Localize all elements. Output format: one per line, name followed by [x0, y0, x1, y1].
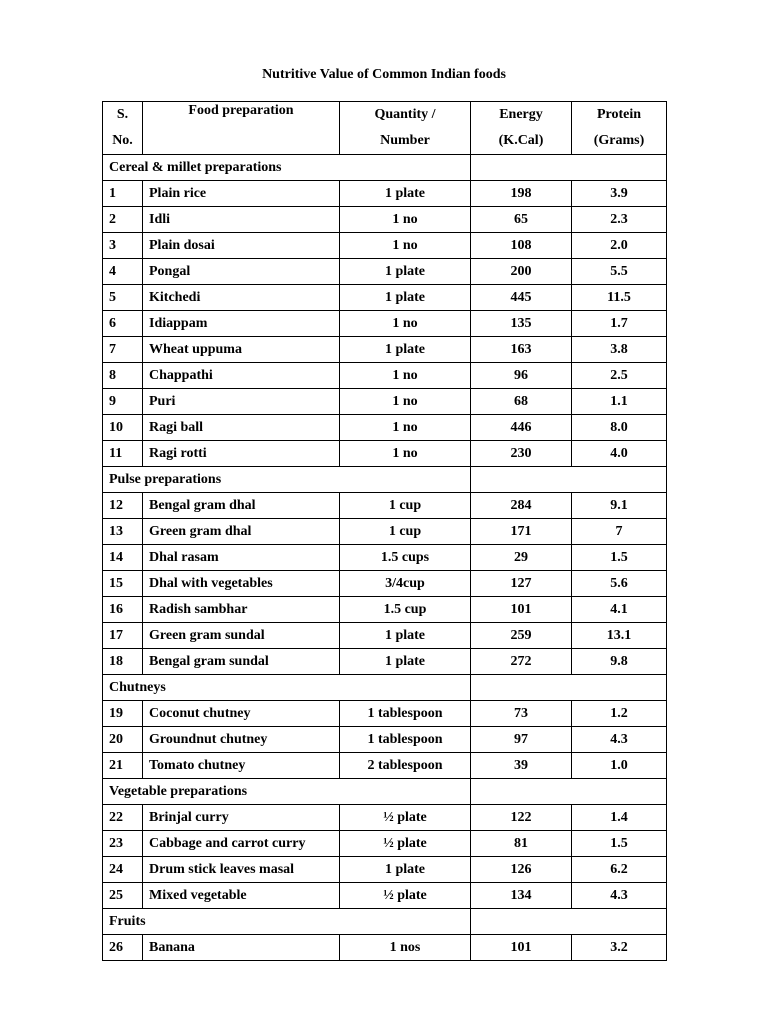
table-row [103, 857, 667, 883]
sno-cell: 24 [103, 857, 143, 883]
energy-cell: 163 [471, 337, 572, 363]
section-heading: Fruits [103, 909, 471, 935]
table-row [103, 831, 667, 857]
protein-cell: 2.0 [572, 233, 667, 259]
sno-cell: 20 [103, 727, 143, 753]
quantity-cell: 1 cup [340, 493, 471, 519]
food-cell: Bengal gram sundal [143, 649, 340, 675]
quantity-cell: 1 plate [340, 259, 471, 285]
quantity-cell: 1 nos [340, 935, 471, 961]
protein-cell: 9.1 [572, 493, 667, 519]
energy-cell: 108 [471, 233, 572, 259]
quantity-cell: 1 plate [340, 623, 471, 649]
food-cell: Dhal with vegetables [143, 571, 340, 597]
energy-cell: 68 [471, 389, 572, 415]
quantity-cell: 1 tablespoon [340, 701, 471, 727]
section-row [103, 155, 667, 181]
section-row [103, 909, 667, 935]
table-row [103, 805, 667, 831]
table-row [103, 363, 667, 389]
quantity-cell: 1 no [340, 207, 471, 233]
food-cell: Mixed vegetable [143, 883, 340, 909]
quantity-cell: 1.5 cup [340, 597, 471, 623]
protein-cell: 7 [572, 519, 667, 545]
energy-cell: 97 [471, 727, 572, 753]
sno-cell: 22 [103, 805, 143, 831]
document-title: Nutritive Value of Common Indian foods [262, 67, 506, 82]
protein-cell: 4.1 [572, 597, 667, 623]
quantity-cell: 1 no [340, 415, 471, 441]
table-row [103, 545, 667, 571]
table-row [103, 935, 667, 961]
table-row [103, 649, 667, 675]
sno-cell: 3 [103, 233, 143, 259]
protein-cell: 3.2 [572, 935, 667, 961]
sno-cell: 7 [103, 337, 143, 363]
table-row [103, 337, 667, 363]
protein-cell: 3.8 [572, 337, 667, 363]
header-sno-line2: No. [112, 133, 133, 148]
sno-cell: 17 [103, 623, 143, 649]
energy-cell: 101 [471, 935, 572, 961]
sno-cell: 10 [103, 415, 143, 441]
energy-cell: 127 [471, 571, 572, 597]
header-sno-line1: S. [116, 107, 129, 122]
food-cell: Plain dosai [143, 233, 340, 259]
quantity-cell: 1 no [340, 363, 471, 389]
food-cell: Wheat uppuma [143, 337, 340, 363]
food-cell: Kitchedi [143, 285, 340, 311]
section-empty-cell [471, 467, 667, 493]
sno-cell: 18 [103, 649, 143, 675]
sno-cell: 5 [103, 285, 143, 311]
sno-cell: 16 [103, 597, 143, 623]
protein-cell: 13.1 [572, 623, 667, 649]
header-quantity-line1: Quantity / [374, 107, 436, 122]
header-protein-line1: Protein [596, 107, 642, 122]
sno-cell: 8 [103, 363, 143, 389]
quantity-cell: ½ plate [340, 805, 471, 831]
energy-cell: 135 [471, 311, 572, 337]
section-heading: Vegetable preparations [103, 779, 471, 805]
table-row [103, 597, 667, 623]
food-cell: Green gram dhal [143, 519, 340, 545]
table-row [103, 493, 667, 519]
table-row [103, 727, 667, 753]
header-quantity-line2: Number [380, 133, 430, 148]
nutrition-table [102, 101, 667, 961]
quantity-cell: 1.5 cups [340, 545, 471, 571]
table-row [103, 233, 667, 259]
section-empty-cell [471, 675, 667, 701]
section-empty-cell [471, 909, 667, 935]
table-row [103, 181, 667, 207]
header-sno [103, 102, 143, 155]
header-protein-line2: (Grams) [593, 133, 645, 148]
table-row [103, 519, 667, 545]
quantity-cell: 1 no [340, 389, 471, 415]
quantity-cell: 2 tablespoon [340, 753, 471, 779]
table-row [103, 883, 667, 909]
table-body [103, 155, 667, 961]
table-row [103, 311, 667, 337]
section-row [103, 467, 667, 493]
table-row [103, 415, 667, 441]
energy-cell: 259 [471, 623, 572, 649]
section-heading: Pulse preparations [103, 467, 471, 493]
sno-cell: 6 [103, 311, 143, 337]
energy-cell: 200 [471, 259, 572, 285]
sno-cell: 21 [103, 753, 143, 779]
quantity-cell: 3/4cup [340, 571, 471, 597]
quantity-cell: 1 tablespoon [340, 727, 471, 753]
quantity-cell: 1 plate [340, 337, 471, 363]
sno-cell: 25 [103, 883, 143, 909]
sno-cell: 9 [103, 389, 143, 415]
protein-cell: 4.3 [572, 727, 667, 753]
energy-cell: 73 [471, 701, 572, 727]
table-row [103, 753, 667, 779]
protein-cell: 3.9 [572, 181, 667, 207]
food-cell: Plain rice [143, 181, 340, 207]
energy-cell: 230 [471, 441, 572, 467]
food-cell: Puri [143, 389, 340, 415]
quantity-cell: 1 no [340, 233, 471, 259]
sno-cell: 19 [103, 701, 143, 727]
food-cell: Drum stick leaves masal [143, 857, 340, 883]
energy-cell: 198 [471, 181, 572, 207]
header-energy-line2: (K.Cal) [498, 133, 544, 148]
protein-cell: 1.7 [572, 311, 667, 337]
section-row [103, 675, 667, 701]
sno-cell: 15 [103, 571, 143, 597]
protein-cell: 1.5 [572, 545, 667, 571]
food-cell: Cabbage and carrot curry [143, 831, 340, 857]
protein-cell: 1.0 [572, 753, 667, 779]
sno-cell: 26 [103, 935, 143, 961]
quantity-cell: 1 no [340, 441, 471, 467]
table-row [103, 285, 667, 311]
sno-cell: 4 [103, 259, 143, 285]
protein-cell: 2.5 [572, 363, 667, 389]
table-row [103, 207, 667, 233]
header-quantity [340, 102, 471, 155]
sno-cell: 11 [103, 441, 143, 467]
protein-cell: 11.5 [572, 285, 667, 311]
sno-cell: 23 [103, 831, 143, 857]
protein-cell: 4.0 [572, 441, 667, 467]
protein-cell: 1.4 [572, 805, 667, 831]
table-row [103, 441, 667, 467]
section-heading: Cereal & millet preparations [103, 155, 471, 181]
food-cell: Ragi rotti [143, 441, 340, 467]
food-cell: Idli [143, 207, 340, 233]
table-row [103, 259, 667, 285]
quantity-cell: ½ plate [340, 883, 471, 909]
food-cell: Chappathi [143, 363, 340, 389]
food-cell: Banana [143, 935, 340, 961]
energy-cell: 284 [471, 493, 572, 519]
quantity-cell: 1 cup [340, 519, 471, 545]
table-row [103, 571, 667, 597]
protein-cell: 5.5 [572, 259, 667, 285]
food-cell: Dhal rasam [143, 545, 340, 571]
food-cell: Pongal [143, 259, 340, 285]
food-cell: Coconut chutney [143, 701, 340, 727]
header-food [143, 102, 340, 155]
sno-cell: 1 [103, 181, 143, 207]
energy-cell: 126 [471, 857, 572, 883]
protein-cell: 8.0 [572, 415, 667, 441]
protein-cell: 1.1 [572, 389, 667, 415]
table-header-row [103, 102, 667, 155]
table-row [103, 389, 667, 415]
section-empty-cell [471, 779, 667, 805]
quantity-cell: 1 plate [340, 285, 471, 311]
header-food-label: Food preparation [188, 103, 294, 118]
food-cell: Groundnut chutney [143, 727, 340, 753]
section-row [103, 779, 667, 805]
protein-cell: 1.2 [572, 701, 667, 727]
food-cell: Bengal gram dhal [143, 493, 340, 519]
table-row [103, 701, 667, 727]
table-row [103, 623, 667, 649]
food-cell: Idiappam [143, 311, 340, 337]
food-cell: Green gram sundal [143, 623, 340, 649]
quantity-cell: 1 plate [340, 181, 471, 207]
protein-cell: 5.6 [572, 571, 667, 597]
energy-cell: 39 [471, 753, 572, 779]
sno-cell: 12 [103, 493, 143, 519]
sno-cell: 2 [103, 207, 143, 233]
quantity-cell: 1 plate [340, 649, 471, 675]
energy-cell: 81 [471, 831, 572, 857]
energy-cell: 171 [471, 519, 572, 545]
sno-cell: 14 [103, 545, 143, 571]
energy-cell: 272 [471, 649, 572, 675]
energy-cell: 122 [471, 805, 572, 831]
energy-cell: 446 [471, 415, 572, 441]
food-cell: Brinjal curry [143, 805, 340, 831]
energy-cell: 445 [471, 285, 572, 311]
food-cell: Ragi ball [143, 415, 340, 441]
energy-cell: 65 [471, 207, 572, 233]
sno-cell: 13 [103, 519, 143, 545]
food-cell: Tomato chutney [143, 753, 340, 779]
energy-cell: 96 [471, 363, 572, 389]
protein-cell: 4.3 [572, 883, 667, 909]
food-cell: Radish sambhar [143, 597, 340, 623]
energy-cell: 134 [471, 883, 572, 909]
protein-cell: 6.2 [572, 857, 667, 883]
header-protein [572, 102, 667, 155]
quantity-cell: ½ plate [340, 831, 471, 857]
protein-cell: 2.3 [572, 207, 667, 233]
header-energy-line1: Energy [499, 107, 543, 122]
quantity-cell: 1 plate [340, 857, 471, 883]
protein-cell: 9.8 [572, 649, 667, 675]
section-heading: Chutneys [103, 675, 471, 701]
header-energy [471, 102, 572, 155]
protein-cell: 1.5 [572, 831, 667, 857]
section-empty-cell [471, 155, 667, 181]
energy-cell: 29 [471, 545, 572, 571]
energy-cell: 101 [471, 597, 572, 623]
quantity-cell: 1 no [340, 311, 471, 337]
